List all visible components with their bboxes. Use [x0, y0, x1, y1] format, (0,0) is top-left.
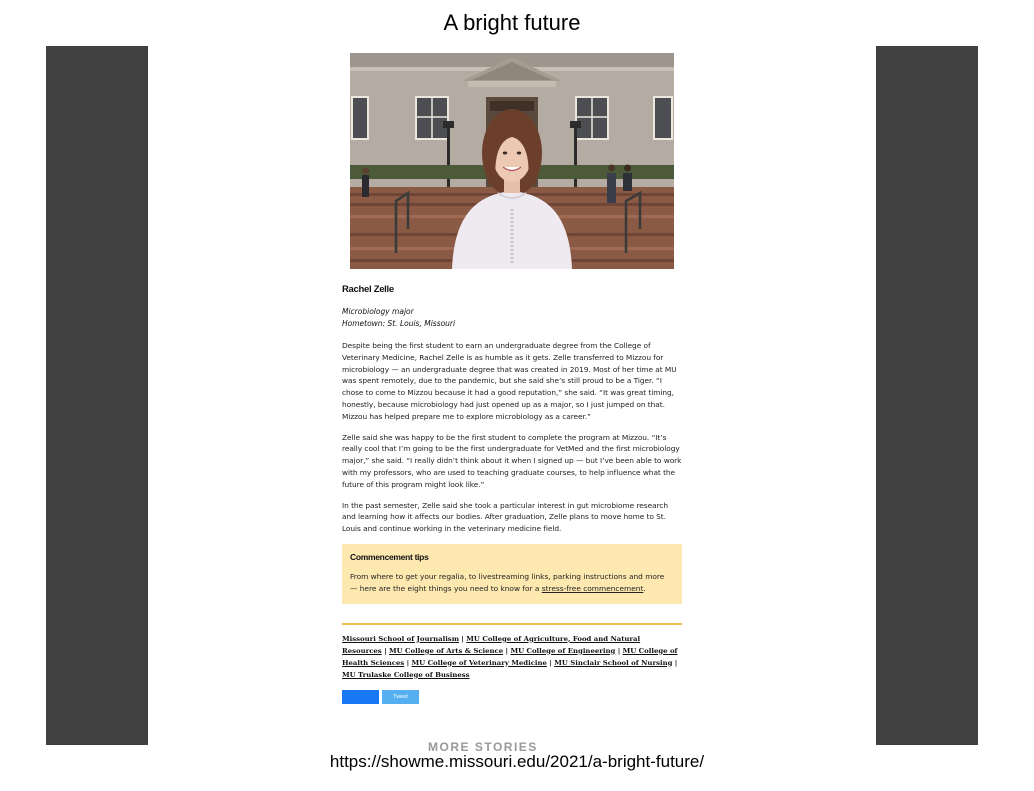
source-url-caption: https://showme.missouri.edu/2021/a-bright-future/ [329, 752, 705, 771]
slide-title: A bright future [443, 10, 581, 35]
student-name: Rachel Zelle [342, 284, 394, 295]
link-separator: | [672, 658, 678, 667]
left-side-bar [46, 46, 148, 745]
tips-text: From where to get your regalia, to livestreaming links, parking instructions and more — here are the eight things you need to know for a [350, 571, 665, 593]
link-separator: | [404, 658, 412, 667]
link-agriculture[interactable]: MU College of Agriculture, Food and Natural Resources [342, 634, 641, 655]
commencement-tips-body [350, 571, 674, 595]
link-separator: | [458, 634, 467, 643]
article-paragraph-3: In the past semester, Zelle said she took a particular interest in gut microbiome research and learning how it affects our bodies. After graduation, Zelle plans to move home to St. Louis and continue working in the veterinary medicine field. [342, 500, 669, 534]
link-journalism[interactable]: Missouri School of Journalism [342, 634, 459, 643]
tweet-button[interactable]: Tweet [382, 690, 419, 704]
article-paragraph-2: Zelle said she was happy to be the first student to complete the program at Mizzou. “It’s really cool that I’m going to be the first undergraduate for VetMed and the first microbiology major,” she said. “I really didn’t think about it when I signed up — but I’ve been able to work with my professors, who are used to teaching graduate courses, to help influence what the future of this program might look like.” [342, 432, 682, 489]
link-separator: | [546, 658, 555, 667]
commencement-tips-box [342, 544, 682, 604]
link-arts-science[interactable]: MU College of Arts & Science [389, 646, 504, 655]
section-divider [342, 623, 682, 625]
link-separator: | [381, 646, 389, 655]
article-paragraph-1: Despite being the first student to earn an undergraduate degree from the College of Veterinary Medicine, Rachel Zelle is as humble as it gets. Zelle transferred to Mizzou for microbiology — an undergraduate degree that was created in 2019. Most of her time at MU was spent remotely, due to the pandemic, but she said she’s still proud to be a Tiger. “I chose to come to Mizzou because it had a good reputation,” she said. “It was great timing, honestly, because microbiology had just opened up as a major, so I just jumped on that. Mizzou has helped prepare me to explore microbiology as a career.” [342, 341, 677, 421]
footer-links [342, 633, 682, 681]
more-stories-heading: MORE STORIES [428, 740, 538, 754]
link-veterinary-medicine[interactable]: MU College of Veterinary Medicine [411, 658, 547, 667]
facebook-share-button[interactable] [342, 690, 379, 704]
webpage-screenshot [148, 46, 876, 754]
link-separator: | [615, 646, 623, 655]
right-side-bar [876, 46, 978, 745]
student-hometown: Hometown: St. Louis, Missouri [342, 319, 456, 328]
link-business[interactable]: MU Trulaske College of Business [342, 670, 470, 679]
link-separator: | [503, 646, 511, 655]
portrait-photo-image [350, 53, 674, 269]
commencement-tips-title: Commencement tips [350, 551, 429, 562]
student-meta [342, 306, 682, 330]
link-health-sciences[interactable]: MU College of Health Sciences [342, 646, 678, 667]
article-body [342, 284, 682, 704]
student-major: Microbiology major [342, 307, 414, 316]
portrait-photo [350, 53, 674, 269]
stress-free-commencement-link[interactable]: stress-free commencement [541, 583, 644, 593]
tips-text-end: . [643, 583, 646, 593]
link-nursing[interactable]: MU Sinclair School of Nursing [554, 658, 673, 667]
share-buttons [342, 690, 682, 704]
link-engineering[interactable]: MU College of Engineering [510, 646, 616, 655]
